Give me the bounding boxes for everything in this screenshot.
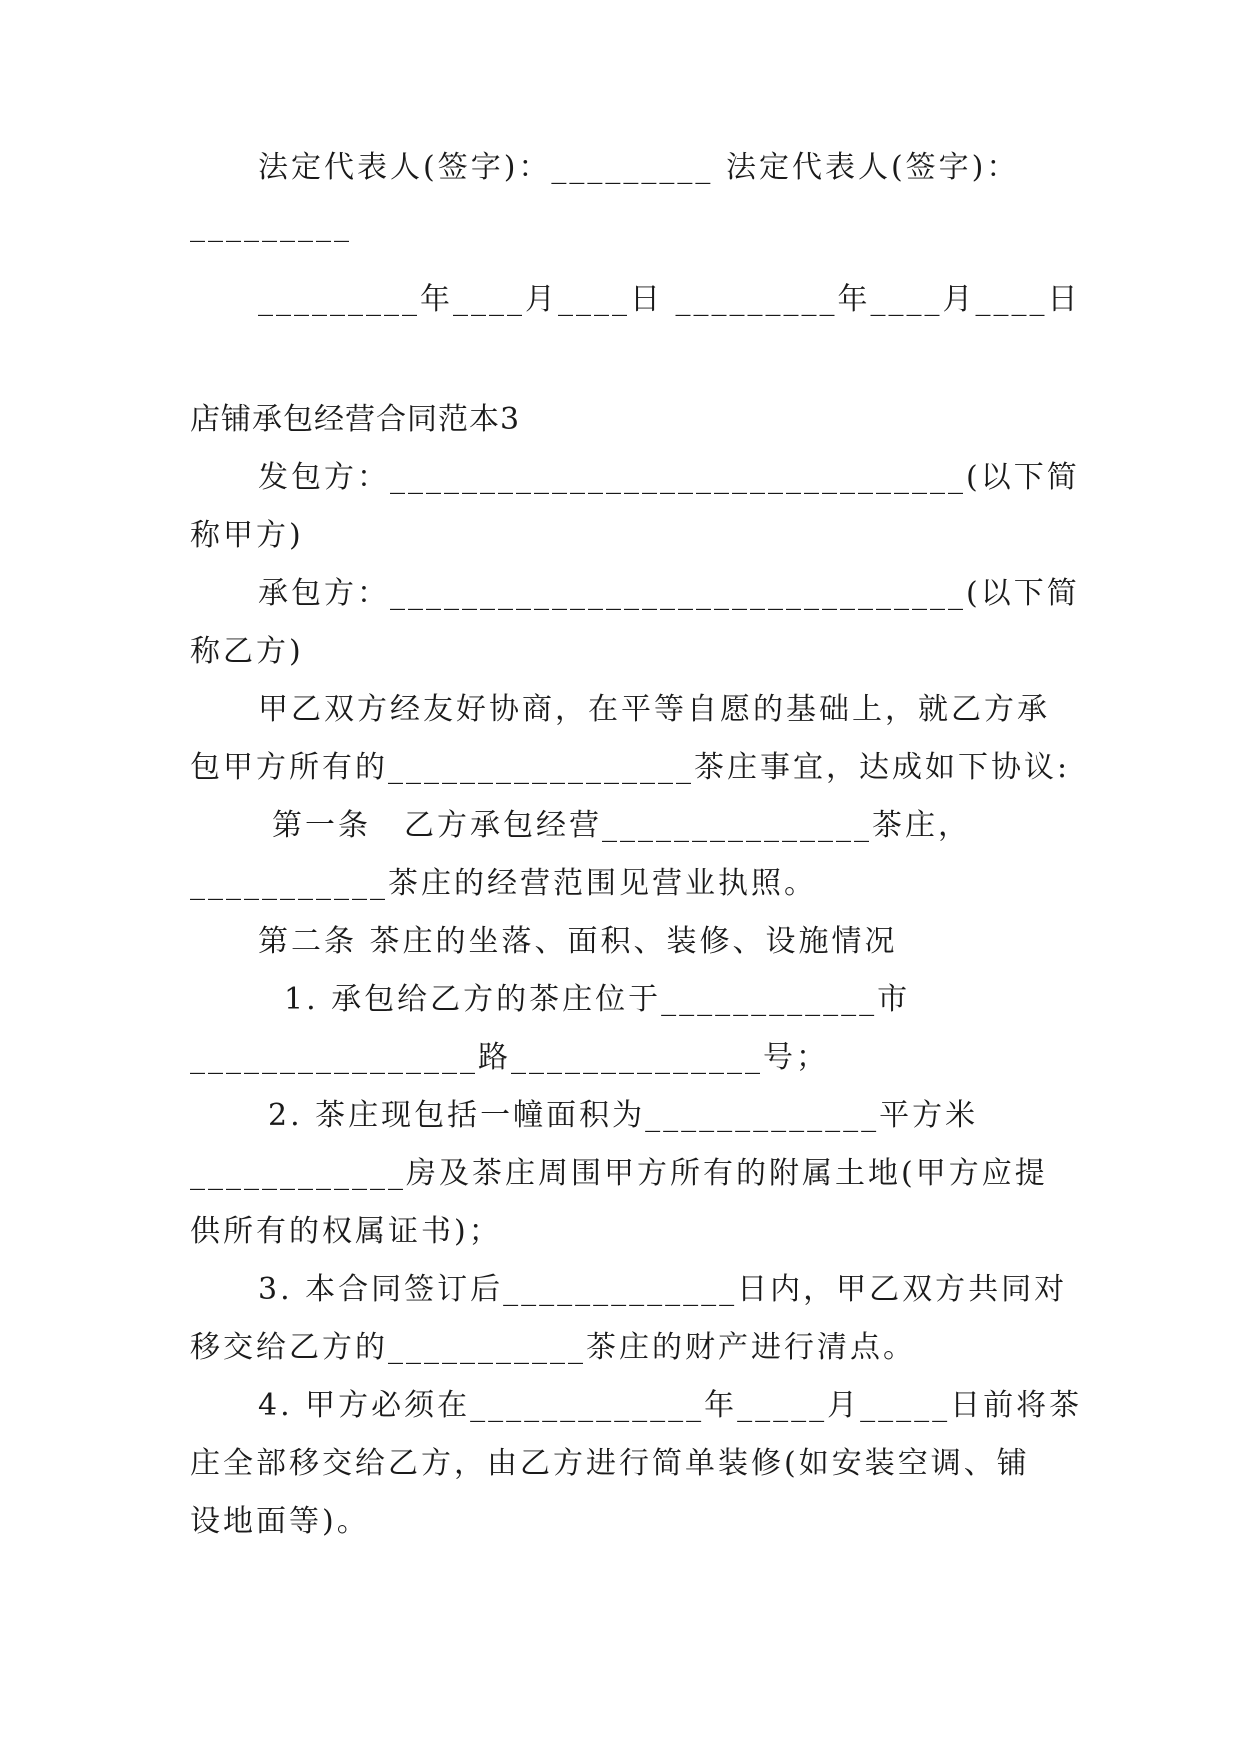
article-2-item-1-continued: ________________路______________号； — [190, 1040, 829, 1075]
date-line: _________年____月____日 _________年____月____日 — [258, 282, 1081, 317]
party-a-line-continued: 称甲方) — [190, 518, 304, 553]
article-1-continued: ___________茶庄的经营范围见营业执照。 — [190, 866, 817, 901]
article-2-item-2-continued: ____________房及茶庄周围甲方所有的附属土地(甲方应提 — [190, 1156, 1048, 1191]
article-2-item-4: 4. 甲方必须在_____________年_____月_____日前将茶 — [258, 1388, 1083, 1423]
article-2-heading: 第二条 茶庄的坐落、面积、装修、设施情况 — [258, 924, 898, 959]
preamble-paragraph-continued: 包甲方所有的_________________茶庄事宜，达成如下协议: — [190, 750, 1071, 785]
party-b-line: 承包方：________________________________(以下简 — [258, 576, 1080, 611]
article-2-item-4-continued: 庄全部移交给乙方，由乙方进行简单装修(如安装空调、铺 — [190, 1446, 1030, 1481]
article-2-item-3: 3. 本合同签订后_____________日内，甲乙双方共同对 — [258, 1272, 1068, 1307]
article-2-item-4-continued-2: 设地面等)。 — [190, 1504, 370, 1539]
party-a-line: 发包方：________________________________(以下简 — [258, 460, 1080, 495]
article-2-item-2-continued-2: 供所有的权属证书)； — [190, 1214, 502, 1249]
article-2-item-2: 2. 茶庄现包括一幢面积为_____________平方米 — [268, 1098, 979, 1133]
article-2-item-1: 1. 承包给乙方的茶庄位于____________市 — [284, 982, 911, 1017]
article-2-item-3-continued: 移交给乙方的___________茶庄的财产进行清点。 — [190, 1330, 916, 1365]
signature-line: 法定代表人(签字)：_________ 法定代表人(签字)： — [258, 150, 1020, 185]
party-b-line-continued: 称乙方) — [190, 634, 304, 669]
document-title: 店铺承包经营合同范本3 — [190, 402, 521, 437]
article-1: 第一条 乙方承包经营_______________茶庄， — [272, 808, 971, 843]
preamble-paragraph: 甲乙双方经友好协商，在平等自愿的基础上，就乙方承 — [258, 692, 1050, 727]
signature-blank-line: _________ — [190, 208, 352, 243]
